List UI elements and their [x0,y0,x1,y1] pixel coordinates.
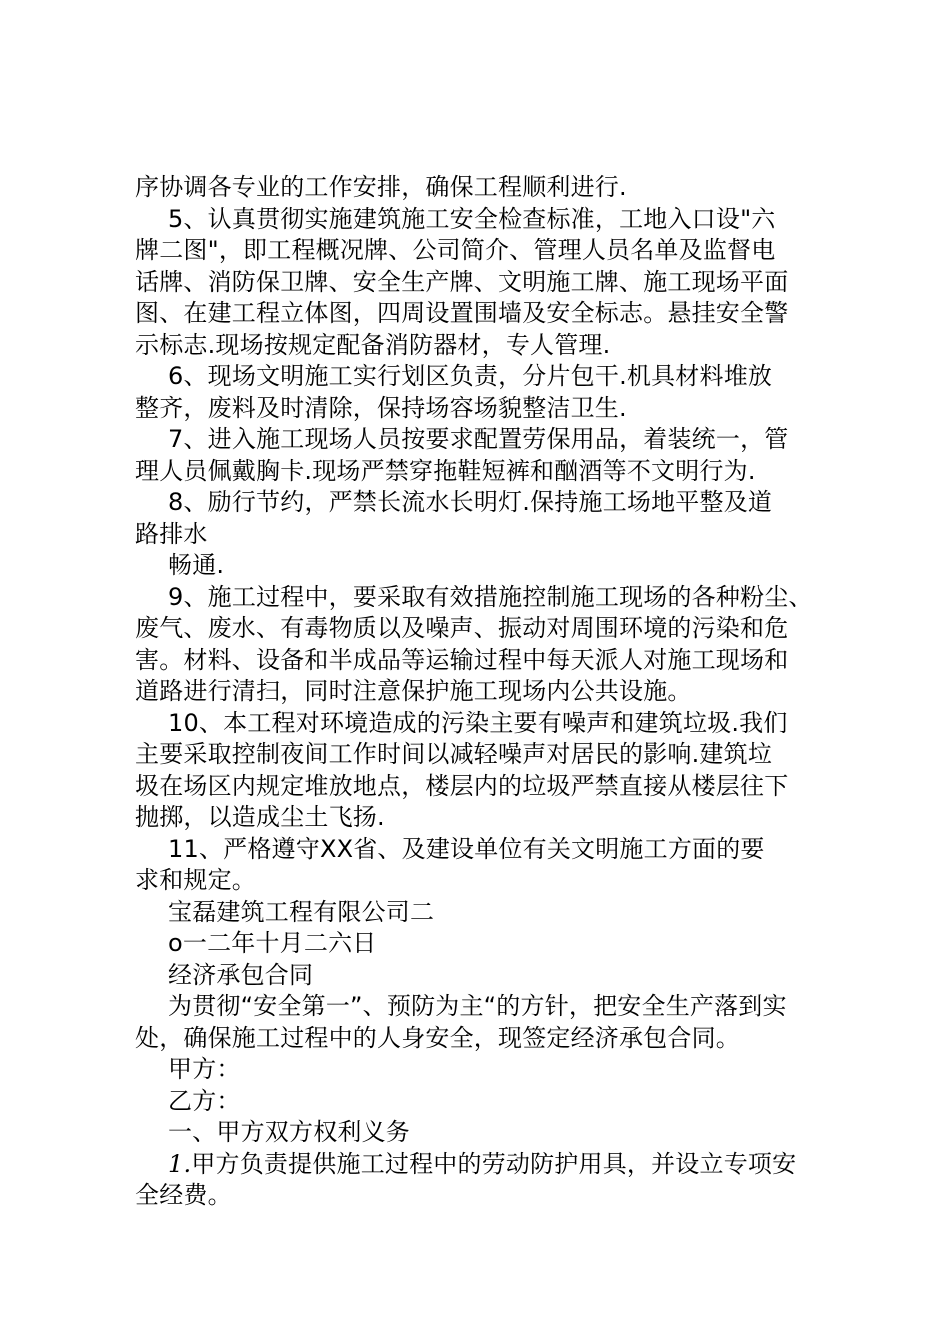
item1-number: 1. [168,1149,192,1178]
text-line: 路排水 [135,519,208,548]
text-line: 话牌、消防保卫牌、安全生产牌、文明施工牌、施工现场平面 [135,267,789,296]
text-line: 6、现场文明施工实行划区负责，分片包干.机具材料堆放 [168,362,773,390]
text-line: 害。材料、设备和半成品等运输过程中每天派人对施工现场和 [135,645,789,674]
text-line: 处，确保施工过程中的人身安全，现签定经济承包合同。 [135,1023,740,1052]
text-line: 道路进行清扫，同时注意保护施工现场内公共设施。 [135,677,692,705]
text-line: 抛掷，以造成尘土飞扬. [135,803,385,831]
text-line: 经济承包合同 [168,960,314,989]
text-line: o一二年十月二六日 [168,929,377,957]
text-line: 乙方： [168,1086,241,1115]
text-line: 废气、废水、有毒物质以及噪声、振动对周围环境的污染和危 [135,614,789,642]
text-line: 10、本工程对环境造成的污染主要有噪声和建筑垃圾.我们 [168,708,788,737]
text-line: 宝磊建筑工程有限公司二 [168,897,435,926]
document-body [135,172,825,1212]
text-line: 求和规定。 [135,866,256,894]
text-line: 整齐，废料及时清除，保持场容场貌整洁卫生. [135,393,627,422]
text-line: 7、进入施工现场人员按要求配置劳保用品，着装统一，管 [168,425,789,453]
text-line: 主要采取控制夜间工作时间以减轻噪声对居民的影响.建筑垃 [135,740,773,768]
text-line: 9、施工过程中，要采取有效措施控制施工现场的各种粉尘、 [168,582,813,611]
text-line-item1 [135,1149,825,1181]
text-line: 8、励行节约，严禁长流水长明灯.保持施工场地平整及道 [168,488,773,516]
text-line: 11、严格遵守XX省、及建设单位有关文明施工方面的要 [168,834,765,863]
text-line-last: 全经费。 [135,1181,232,1209]
text-line: 牌二图"，即工程概况牌、公司简介、管理人员名单及监督电 [135,236,776,264]
text-line: 一、甲方双方权利义务 [168,1118,410,1146]
text-line: 畅通. [168,551,225,579]
text-line: 圾在场区内规定堆放地点，楼层内的垃圾严禁直接从楼层往下 [135,771,789,800]
text-line: 5、认真贯彻实施建筑施工安全检查标准，工地入口设"六 [168,204,776,233]
text-line: 示标志.现场按规定配备消防器材，专人管理. [135,330,611,359]
text-line: 为贯彻“安全第一”、预防为主“的方针，把安全生产落到实 [168,992,787,1020]
text-line: 理人员佩戴胸卡.现场严禁穿拖鞋短裤和酗酒等不文明行为. [135,456,756,485]
text-line: 甲方： [168,1055,241,1083]
text-line: 图、在建工程立体图，四周设置围墙及安全标志。悬挂安全警 [135,299,789,327]
paragraph-lines [135,172,825,1149]
item1-text: 甲方负责提供施工过程中的劳动防护用具，并设立专项安 [191,1149,797,1178]
text-line: 序协调各专业的工作安排，确保工程顺利进行. [135,173,627,201]
